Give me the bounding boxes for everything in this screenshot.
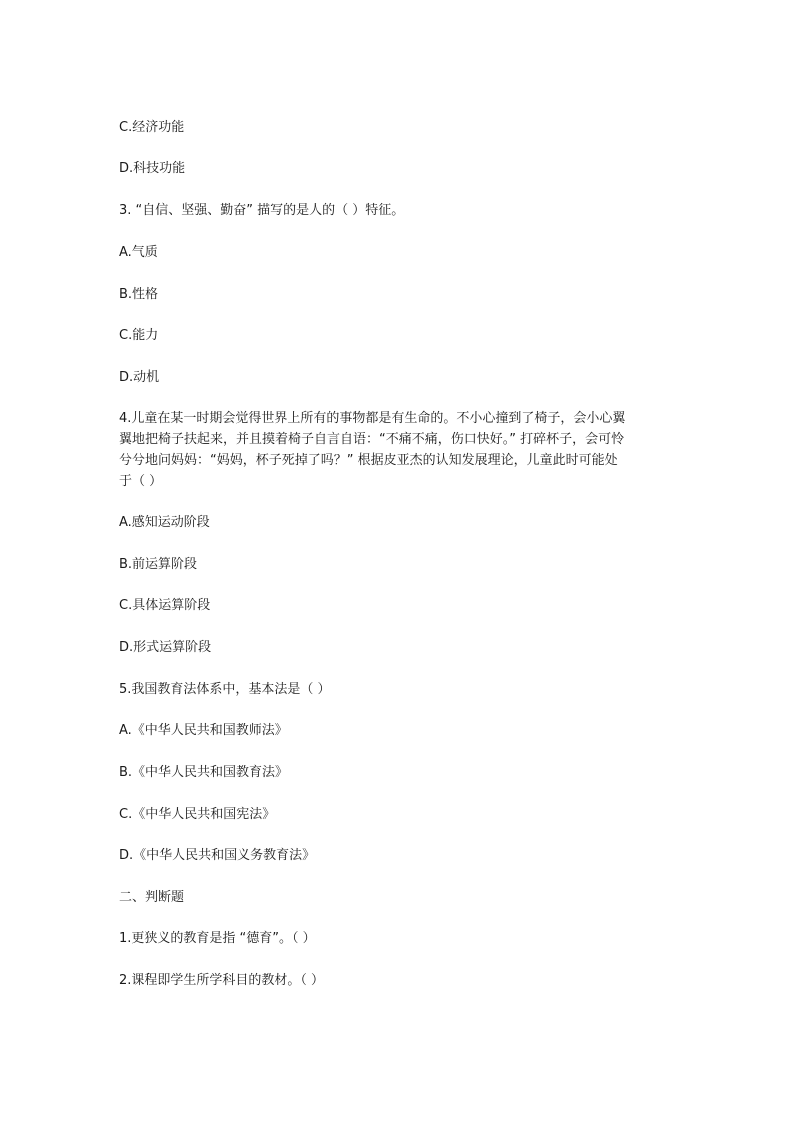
tf-question-2: 2.课程即学生所学科目的教材。（ ） [119, 973, 325, 988]
q3-option-a: A.气质 [119, 245, 158, 260]
q3-option-b: B.性格 [119, 287, 159, 302]
tf-question-1: 1.更狭义的教育是指 “德育”。（ ） [119, 931, 316, 946]
q5-stem: 5.我国教育法体系中，基本法是（ ） [119, 682, 331, 697]
q5-option-c: C.《中华人民共和国宪法》 [119, 807, 276, 822]
q4-stem-line-1: 4.儿童在某一时期会觉得世界上所有的事物都是有生命的。不小心撞到了椅子，会小心翼 [119, 411, 626, 426]
q4-option-d: D.形式运算阶段 [119, 640, 212, 655]
q4-option-b: B.前运算阶段 [119, 557, 198, 572]
q4-stem-line-3: 兮兮地问妈妈：“妈妈，杯子死掉了吗？” 根据皮亚杰的认知发展理论，儿童此时可能处 [119, 453, 618, 468]
q4-stem-line-4: 于（ ） [119, 474, 163, 489]
section-heading: 二、判断题 [119, 890, 185, 905]
q5-option-d: D.《中华人民共和国义务教育法》 [119, 848, 316, 863]
q5-option-b: B.《中华人民共和国教育法》 [119, 765, 289, 780]
q3-stem: 3. “自信、坚强、勤奋” 描写的是人的（ ）特征。 [119, 203, 405, 218]
q4-stem [119, 408, 679, 492]
q4-stem-line-2: 翼地把椅子扶起来，并且摸着椅子自言自语：“不痛不痛，伤口快好。” 打碎杯子，会可怜 [119, 432, 625, 447]
q2-option-d: D.科技功能 [119, 161, 186, 176]
q4-option-a: A.感知运动阶段 [119, 515, 210, 530]
q4-option-c: C.具体运算阶段 [119, 598, 211, 613]
q2-option-c: C.经济功能 [119, 120, 185, 135]
q5-option-a: A.《中华人民共和国教师法》 [119, 723, 288, 738]
q3-option-c: C.能力 [119, 328, 159, 343]
q3-option-d: D.动机 [119, 370, 160, 385]
